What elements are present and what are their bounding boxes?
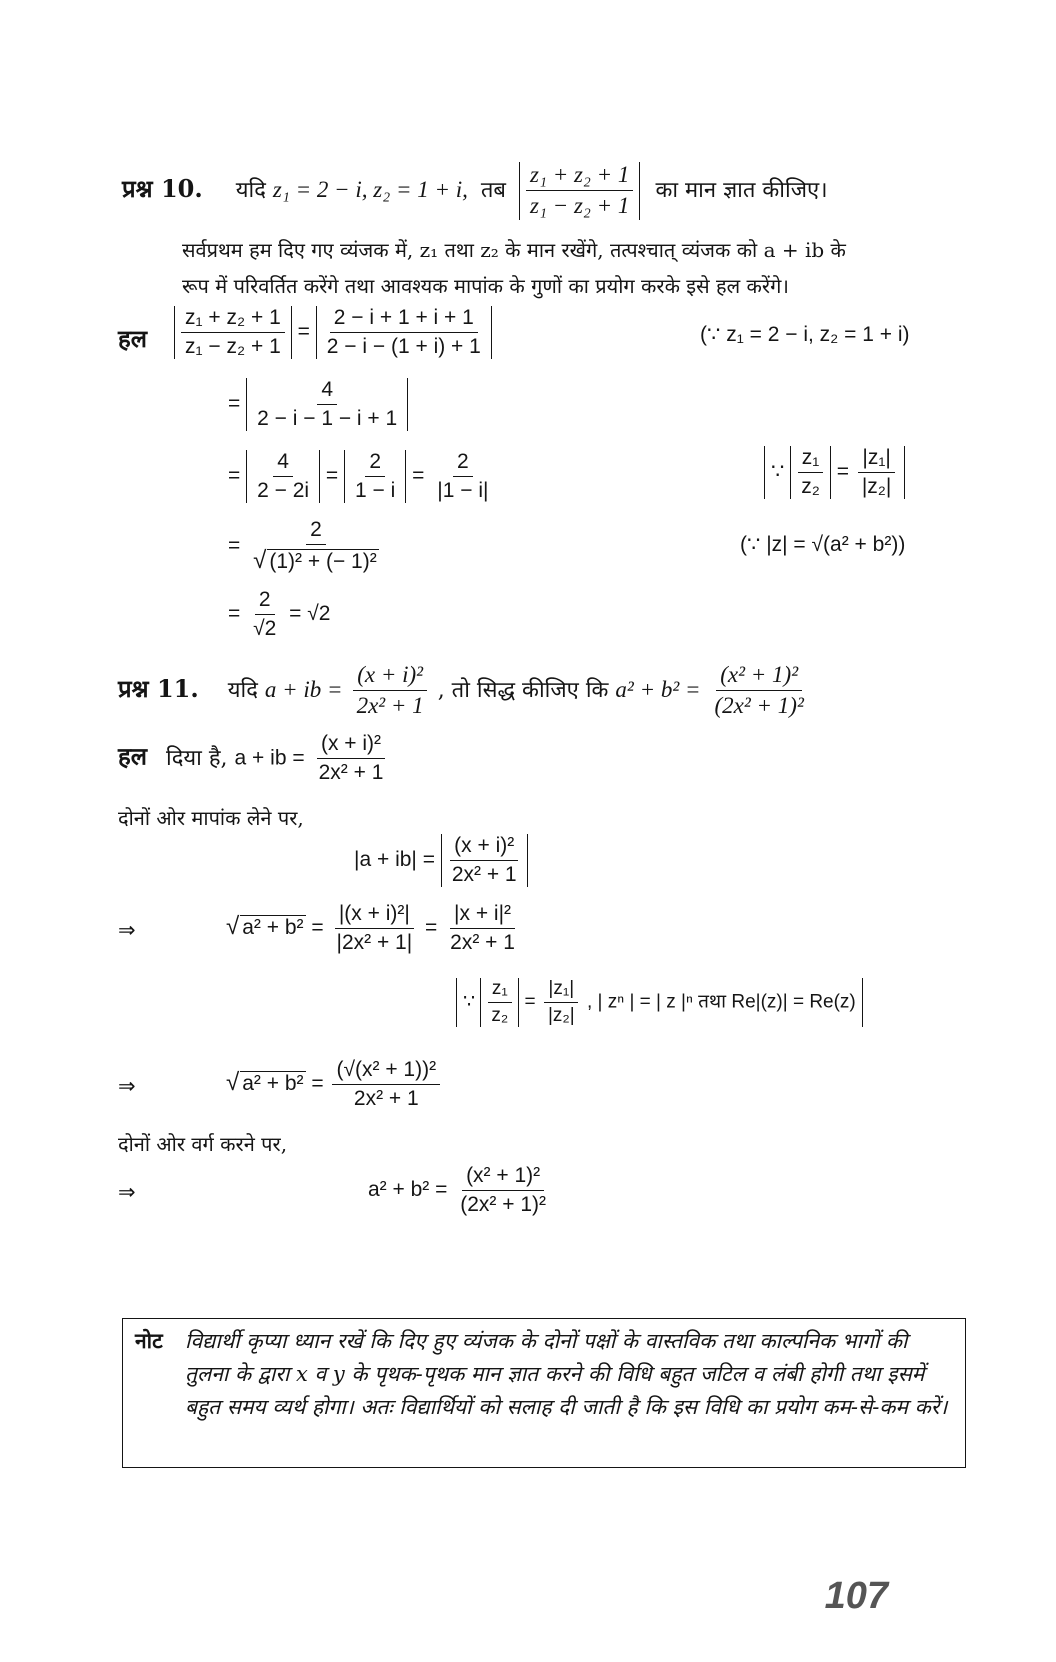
sol10-s3-reason-rden: |z₂| (861, 475, 892, 499)
sol10-s3-reason-den: z₂ (801, 475, 820, 499)
sol11-l2-reason: ∵ $\frac{\text{z₁}}{\text{z₂}}$ = $\frac{\text{|z₁|}}{\text{|z₂|}}$ , | zⁿ | = | z |ⁿ तथा Re|(z)| = Re(z) (456, 978, 863, 1027)
solution-11-label: हल (118, 741, 148, 771)
sol10-s5-num: 2 (255, 588, 275, 615)
sol11-l1-den: 2x² + 1 (451, 863, 517, 887)
sol11-l3-lhs: a² + b² (242, 1072, 304, 1096)
sol10-s4-reason: (∵ |z| = √(a² + b²)) (740, 533, 906, 556)
sol11-modulus-text: दोनों ओर मापांक लेने पर, (118, 806, 304, 830)
sol10-s3-reason-num: z₁ (798, 446, 824, 473)
q10-frac-num: z₁ + z₂ + 1 (526, 162, 633, 191)
sol10-step-5: = $\frac{2}{√2}$ = √2 (228, 588, 331, 641)
sol11-l1-lhs: |a + ib| = (354, 848, 435, 872)
sol10-s2-den: 2 − i − 1 − i + 1 (257, 407, 398, 431)
sol10-s1b-den: 2 − i − (1 + i) + 1 (326, 335, 481, 359)
sol11-line-4 (368, 1164, 553, 1217)
sol11-implies-1: ⇒ (118, 919, 136, 942)
q11-frac-den: 2x² + 1 (356, 693, 424, 719)
q11-frac-num: (x + i)² (353, 662, 427, 691)
question-11-line (118, 662, 811, 720)
sol10-s1b-num: 2 − i + 1 + i + 1 (330, 306, 478, 333)
sol11-implies-3: ⇒ (118, 1181, 136, 1204)
q10-intro-line-2: रूप में परिवर्तित करेंगे तथा आवश्यक मापांक के गुणों का प्रयोग करके इसे हल करेंगे। (182, 274, 789, 298)
q11-prove-text: , तो सिद्ध कीजिए कि (437, 677, 609, 703)
sol11-l2-lhs: a² + b² (242, 916, 304, 940)
sol11-given-num: (x + i)² (317, 732, 385, 759)
q10-intro-line-1: सर्वप्रथम हम दिए गए व्यंजक में, z₁ तथा z₂ के मान रखेंगे, तत्पश्चात् व्यंजक को a + ib के (182, 238, 846, 262)
sol11-l2-reason-tail: , | zⁿ | = | z |ⁿ तथा Re|(z)| = Re(z) (586, 991, 856, 1013)
sol10-s2-num: 4 (317, 378, 337, 405)
sol11-l2-den2: 2x² + 1 (450, 931, 515, 955)
q10-then-text: तब (480, 177, 506, 203)
page-number: 107 (824, 1575, 888, 1617)
sol10-step-2: = $\frac{4}{2 - i - 1 - i + 1}$ (228, 378, 408, 431)
sol11-l4-num: (x² + 1)² (462, 1164, 544, 1191)
sol10-step-1: $\frac{\text{z₁ + z₂ + 1}}{\text{z₁ − z₂ + 1}}$ = $\frac{2 - i + 1 + i + 1}{2 - i - (1 + i) + 1}$ (174, 306, 492, 359)
sol11-given-line (118, 732, 390, 785)
q11-rhs-num: (x² + 1)² (716, 662, 802, 691)
sol11-l2-num2: |x + i|² (450, 902, 515, 929)
sol10-s5-den: √2 (253, 617, 277, 641)
sol10-s4-den: (1)² + (− 1)² (269, 550, 377, 574)
sol11-l2-reason-a: z₁ (488, 978, 512, 1003)
sol11-l2-reason-d: |z₂| (547, 1004, 575, 1026)
sol10-step-4: = $\frac{2}{\text{√ (1)² + (− 1)²}}$ (228, 518, 377, 575)
sol11-l4-den: (2x² + 1)² (460, 1193, 546, 1217)
sol11-line-1 (354, 834, 528, 887)
sol10-s3-reason: ∵ $\frac{\text{z₁}}{\text{z₂}}$ = $\frac{\text{|z₁|}}{\text{|z₂|}}$ (764, 446, 905, 499)
sol11-given-text: दिया है, (166, 745, 228, 771)
note-text: विद्यार्थी कृप्या ध्यान रखें कि दिए हुए व्यंजक के दोनों पक्षों के वास्तविक तथा काल्पनिक भागों की तुलना के द्वारा x व y के पृथक-पृथक मान ज्ञात करने की विधि बहुत जटिल व लंबी होगी तथा इसमें बहुत समय व्यर्थ होगा। अतः विद्यार्थियों को सलाह दी जाती है कि इस विधि का प्रयोग कम-से-कम करें। (185, 1329, 948, 1419)
sol11-line-3: √ a² + b² = $\frac{\text{(√(x² + 1))²}}{\text{2x² + 1}}$ (226, 1058, 443, 1111)
question-10-line (122, 162, 828, 220)
q11-lhs: a + ib = (264, 676, 343, 702)
sol10-s4-num: 2 (306, 518, 326, 545)
sol10-s5-result: √2 (307, 602, 331, 626)
sol11-line-2: √ a² + b² = $\frac{\text{|(x + i)²|}}{\text{|2x² + 1|}}$ = $\frac{\text{|x + i|²}}{\text{2x² + 1}}$ (226, 902, 522, 955)
sol11-given-den: 2x² + 1 (318, 761, 384, 785)
sol10-s1-den: z₁ − z₂ + 1 (185, 335, 281, 359)
sol11-l2-num1: |(x + i)²| (335, 902, 414, 929)
sol11-l2-reason-c: |z₁| (544, 978, 578, 1003)
sol10-s3a-den: 2 − 2i (257, 479, 310, 503)
q11-rhs-lhs: a² + b² = (615, 676, 701, 702)
sol11-l2-reason-b: z₂ (491, 1004, 509, 1026)
sol11-l3-num: (√(x² + 1))² (332, 1058, 440, 1085)
sol10-s3-reason-rnum: |z₁| (858, 446, 895, 473)
note-box (122, 1318, 966, 1468)
sol10-s3b-num: 2 (365, 450, 385, 477)
note-label: नोट (135, 1328, 163, 1353)
sol11-given-lhs: a + ib = (234, 746, 305, 770)
q10-abs-fraction (519, 162, 640, 220)
sol11-l2-den1: |2x² + 1| (336, 931, 413, 955)
q11-if-text: यदि (227, 677, 258, 703)
sol10-s3b-den: 1 − i (355, 479, 396, 503)
sol11-l3-den: 2x² + 1 (353, 1087, 419, 1111)
question-11-label: प्रश्न 11. (118, 673, 199, 703)
sol10-step-3: = $\frac{4}{2 - 2i}$ = $\frac{2}{1 - i}$ = $\frac{2}{|1 - i|}$ (228, 450, 495, 503)
q10-frac-den: z₁ − z₂ + 1 (530, 193, 630, 219)
q10-given: z₁ = 2 − i, z₂ = 1 + i, (272, 176, 468, 202)
sol11-l4-lhs: a² + b² = (368, 1178, 448, 1202)
sol11-implies-2: ⇒ (118, 1075, 136, 1098)
q11-rhs-den: (2x² + 1)² (714, 693, 804, 719)
sol11-square-text: दोनों ओर वर्ग करने पर, (118, 1132, 288, 1156)
sol10-s1-num: z₁ + z₂ + 1 (181, 306, 285, 333)
sol10-s3c-den: |1 − i| (437, 479, 489, 503)
sol11-l1-num: (x + i)² (450, 834, 518, 861)
sol10-s3a-num: 4 (273, 450, 293, 477)
solution-10-label: हल (118, 324, 148, 353)
sol10-s1-reason: (∵ z₁ = 2 − i, z₂ = 1 + i) (700, 323, 910, 346)
question-10-label: प्रश्न 10. (122, 173, 203, 203)
q10-if-text: यदि (235, 177, 266, 203)
sol10-s3c-num: 2 (453, 450, 473, 477)
q10-find-text: का मान ज्ञात कीजिए। (655, 177, 828, 203)
